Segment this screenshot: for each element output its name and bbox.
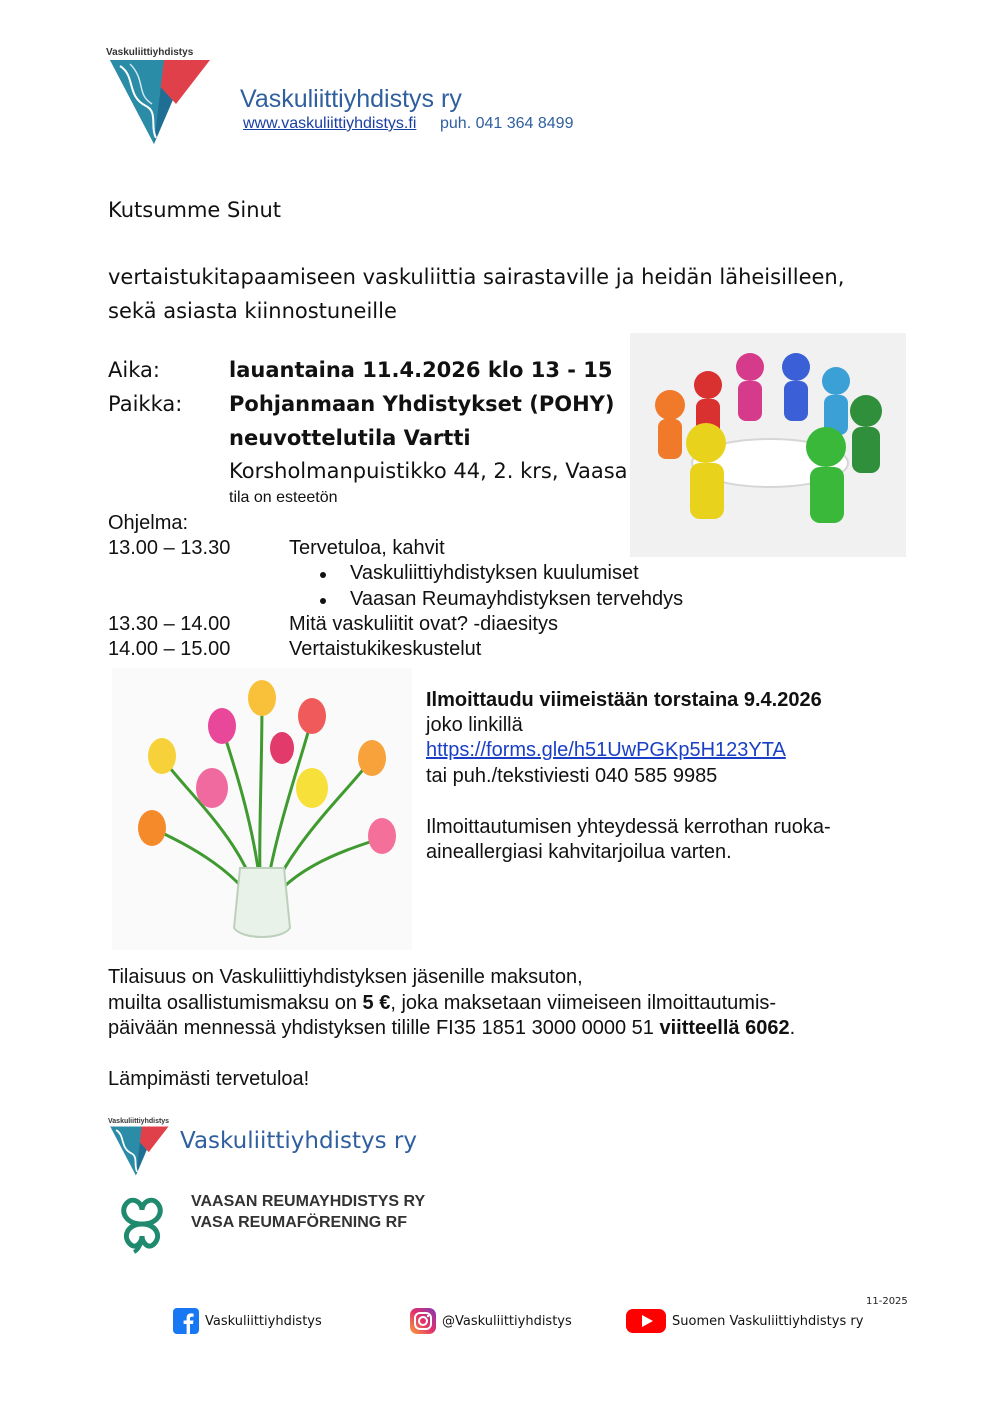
reuma-clover-icon (116, 1194, 168, 1254)
registration-phone: tai puh./tekstiviesti 040 585 9985 (426, 765, 718, 787)
place-line-2: neuvottelutila Vartti (229, 426, 471, 450)
social-instagram[interactable] (410, 1308, 572, 1334)
org-title: Vaskuliittiyhdistys ry (240, 85, 462, 113)
time-value: lauantaina 11.4.2026 klo 13 - 15 (229, 358, 613, 382)
allergy-note-1: Ilmoittautumisen yhteydessä kerrothan ruoka- (426, 816, 831, 838)
accessibility-note: tila on esteetön (229, 489, 338, 506)
fee-text: . (789, 1017, 796, 1039)
registration-form-link[interactable]: https://forms.gle/h51UwPGKp5H123YTA (426, 739, 786, 761)
social-label: Vaskuliittiyhdistys (205, 1313, 322, 1329)
fee-line-3 (108, 1017, 795, 1040)
website-link[interactable]: www.vaskuliittiyhdistys.fi (243, 115, 417, 132)
bullet-icon (320, 572, 326, 578)
reuma-name-fi: VAASAN REUMAYHDISTYS RY (191, 1193, 426, 1210)
meeting-illustration (630, 333, 906, 557)
tulips-illustration (112, 668, 412, 950)
closing-greeting: Lämpimästi tervetuloa! (108, 1068, 310, 1090)
place-label: Paikka: (108, 392, 183, 416)
program-title: Ohjelma: (108, 512, 189, 534)
program-bullet: Vaasan Reumayhdistyksen tervehdys (350, 588, 684, 610)
fee-reference: viitteellä 6062 (659, 1017, 790, 1039)
program-time: 13.00 – 13.30 (108, 537, 231, 559)
vaskuliitti-logo-small (108, 1118, 172, 1178)
fee-line-2 (108, 992, 776, 1015)
facebook-icon (173, 1308, 199, 1334)
program-bullet: Vaskuliittiyhdistyksen kuulumiset (350, 562, 639, 584)
fee-line-1: Tilaisuus on Vaskuliittiyhdistyksen jäsenille maksuton, (108, 966, 583, 988)
reuma-name-sv: VASA REUMAFÖRENING RF (191, 1214, 407, 1231)
document-code: 11-2025 (866, 1296, 908, 1307)
bullet-icon (320, 598, 326, 604)
program-time: 14.00 – 15.00 (108, 638, 231, 660)
social-label: Suomen Vaskuliittiyhdistys ry (672, 1313, 864, 1329)
time-label: Aika: (108, 358, 160, 382)
logo-label-small: Vaskuliittiyhdistys (108, 1118, 170, 1125)
social-facebook[interactable] (173, 1308, 322, 1334)
program-time: 13.30 – 14.00 (108, 613, 231, 635)
social-label: @Vaskuliittiyhdistys (442, 1313, 572, 1329)
registration-deadline: Ilmoittaudu viimeistään torstaina 9.4.2026 (426, 689, 822, 711)
program-desc: Mitä vaskuliitit ovat? -diaesitys (289, 613, 558, 635)
social-youtube[interactable] (626, 1308, 863, 1334)
vaskuliitti-logo (106, 46, 216, 148)
intro-line-1: vertaistukitapaamiseen vaskuliittia sairastaville ja heidän läheisilleen, (108, 265, 845, 289)
registration-via-link: joko linkillä (426, 714, 523, 736)
place-line-1: Pohjanmaan Yhdistykset (POHY) (229, 392, 615, 416)
fee-amount: 5 € (362, 992, 391, 1014)
fee-text: , joka maksetaan viimeiseen ilmoittautumis- (390, 992, 777, 1014)
fee-text: muilta osallistumismaksu on (108, 992, 363, 1014)
invite-heading: Kutsumme Sinut (108, 198, 282, 222)
logo-label: Vaskuliittiyhdistys (106, 47, 194, 58)
instagram-icon (410, 1308, 436, 1334)
fee-text: päivään mennessä yhdistyksen tilille FI35 1851 3000 0000 51 (108, 1017, 660, 1039)
intro-line-2: sekä asiasta kiinnostuneille (108, 299, 397, 323)
allergy-note-2: aineallergiasi kahvitarjoilua varten. (426, 841, 732, 863)
youtube-icon (626, 1308, 666, 1334)
footer-org-title: Vaskuliittiyhdistys ry (180, 1128, 417, 1154)
program-desc: Tervetuloa, kahvit (289, 537, 445, 559)
place-line-3: Korsholmanpuistikko 44, 2. krs, Vaasa (229, 459, 628, 483)
org-phone: puh. 041 364 8499 (440, 115, 574, 132)
program-desc: Vertaistukikeskustelut (289, 638, 482, 660)
